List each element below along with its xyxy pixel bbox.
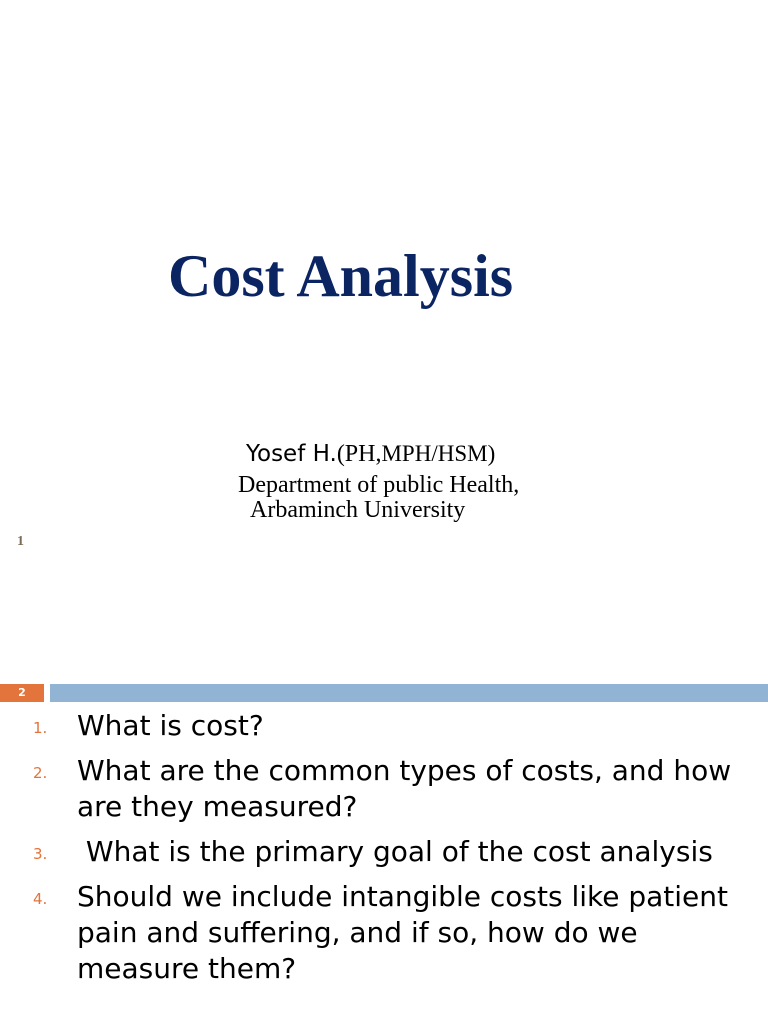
department-name: Department of public Health, [238,472,520,498]
header-accent-bar [50,684,768,702]
list-item-text: What is cost? [77,709,264,742]
slide-header-bar [0,684,768,702]
author-name: Yosef H. [246,441,337,467]
author-line [246,437,495,474]
list-item [0,879,737,987]
list-item-number: 4. [33,890,48,908]
list-item [0,753,741,825]
list-item-number: 3. [33,845,48,863]
questions-slide [0,672,768,1024]
list-item-text: What is the primary goal of the cost analysis [77,835,713,868]
author-credential-open: (PH, [336,441,382,467]
author-degree: MPH/HSM) [381,441,496,466]
university-name: Arbaminch University [250,497,466,523]
list-item [0,834,737,870]
list-item-text: What are the common types of costs, and how are they measured? [77,754,741,823]
list-item-number: 1. [33,719,48,737]
slide-number: 1 [17,534,24,549]
presentation-title: Cost Analysis [168,243,514,309]
list-item [0,708,737,744]
list-item-number: 2. [33,764,48,782]
list-item-text: Should we include intangible costs like patient pain and suffering, and if so, how do we measure them? [77,880,737,985]
question-list [0,708,768,996]
slide-number-badge: 2 [0,684,44,702]
